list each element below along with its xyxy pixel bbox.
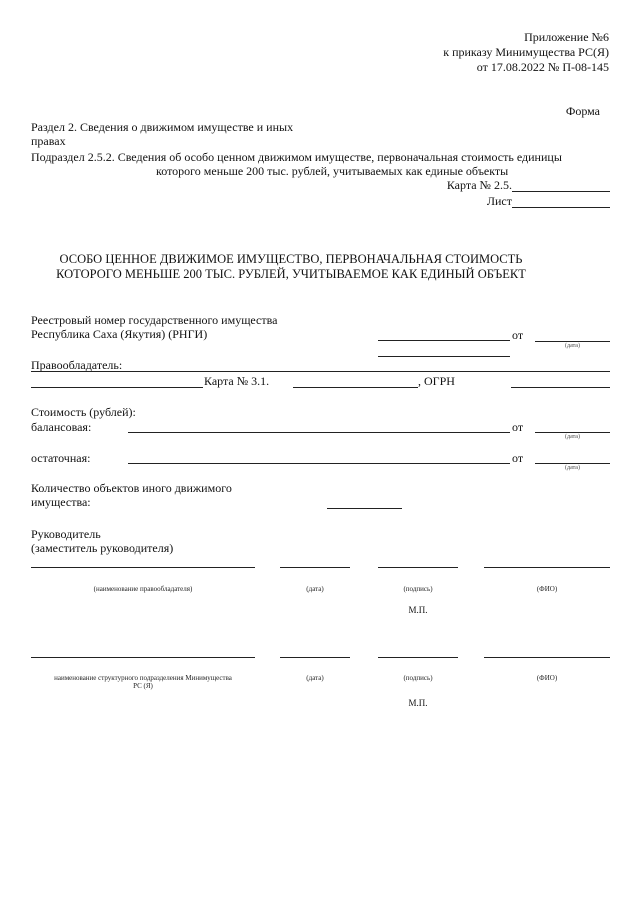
head-label-line2: (заместитель руководителя) [31, 541, 174, 555]
registry-number-field[interactable] [378, 340, 510, 341]
head-label-line1: Руководитель [31, 527, 101, 541]
sign1-name-caption: (наименование правообладателя) [93, 585, 193, 593]
sign1-date-field[interactable] [280, 567, 350, 568]
registry-label-line1: Реестровый номер государственного имущества [31, 313, 278, 327]
registry-from-label: от [512, 328, 524, 342]
sign1-stamp-mark: М.П. [408, 605, 428, 615]
sign2-fio-caption: (ФИО) [536, 674, 558, 682]
form-label: Форма [565, 104, 600, 118]
owner-name-field-2[interactable] [31, 387, 203, 388]
sheet-number-field[interactable] [512, 207, 610, 208]
residual-cost-field[interactable] [128, 463, 510, 464]
sign2-name-caption-line1: наименование структурного подразделения Минимущества [54, 674, 232, 682]
owner-label: Правообладатель: [31, 358, 123, 372]
order-reference: к приказу Минимущества РС(Я) [443, 45, 609, 59]
document-title-line1: ОСОБО ЦЕННОЕ ДВИЖИМОЕ ИМУЩЕСТВО, ПЕРВОНАЧАЛЬНАЯ СТОИМОСТЬ [59, 252, 523, 266]
ogrn-field[interactable] [511, 387, 610, 388]
sign1-signature-caption: (подпись) [403, 585, 433, 593]
owner-card-label: Карта № 3.1. [204, 374, 270, 388]
balance-date-field[interactable] [535, 432, 610, 433]
card-label: Карта № 2.5. [446, 178, 512, 192]
section-title-line1: Раздел 2. Сведения о движимом имуществе и иных [31, 120, 294, 134]
sign1-date-caption: (дата) [306, 585, 324, 593]
owner-card-number-field[interactable] [293, 387, 418, 388]
residual-cost-label: остаточная: [31, 451, 91, 465]
appendix-number: Приложение №6 [524, 30, 609, 44]
cost-label: Стоимость (рублей): [31, 405, 136, 419]
sign2-stamp-mark: М.П. [408, 698, 428, 708]
balance-cost-field[interactable] [128, 432, 510, 433]
quantity-label-line1: Количество объектов иного движимого [31, 481, 232, 495]
sign1-fio-field[interactable] [484, 567, 610, 568]
quantity-label-line2: имущества: [31, 495, 91, 509]
sign2-date-caption: (дата) [306, 674, 324, 682]
sign2-signature-caption: (подпись) [403, 674, 433, 682]
residual-date-field[interactable] [535, 463, 610, 464]
subsection-title-line2: которого меньше 200 тыс. рублей, учитываемых как единые объекты [156, 164, 509, 178]
sign2-signature-field[interactable] [378, 657, 458, 658]
subsection-title-line1: Подраздел 2.5.2. Сведения об особо ценном движимом имуществе, первоначальная стоимость единицы [31, 150, 562, 164]
owner-name-field[interactable] [31, 371, 610, 372]
balance-cost-label: балансовая: [31, 420, 92, 434]
card-number-field[interactable] [512, 191, 610, 192]
registry-date-field[interactable] [535, 341, 610, 342]
sheet-label: Лист [486, 194, 512, 208]
quantity-field[interactable] [327, 508, 402, 509]
registry-label-line2: Республика Саха (Якутия) (РНГИ) [31, 327, 208, 341]
department-name-signature-field[interactable] [31, 657, 255, 658]
balance-from-label: от [512, 420, 524, 434]
sign1-fio-caption: (ФИО) [536, 585, 558, 593]
ogrn-label: , ОГРН [418, 374, 455, 388]
residual-from-label: от [512, 451, 524, 465]
order-date-number: от 17.08.2022 № П-08-145 [476, 60, 609, 74]
registry-number-field-2[interactable] [378, 356, 510, 357]
sign2-date-field[interactable] [280, 657, 350, 658]
section-title-line2: правах [31, 134, 66, 148]
balance-date-caption: (дата) [565, 434, 580, 440]
sign1-signature-field[interactable] [378, 567, 458, 568]
owner-name-signature-field[interactable] [31, 567, 255, 568]
sign2-name-caption-line2: РС (Я) [133, 682, 153, 690]
document-title-line2: КОТОРОГО МЕНЬШЕ 200 ТЫС. РУБЛЕЙ, УЧИТЫВАЕМОЕ КАК ЕДИНЫЙ ОБЪЕКТ [56, 267, 526, 281]
sign2-fio-field[interactable] [484, 657, 610, 658]
registry-date-caption: (дата) [565, 343, 580, 349]
residual-date-caption: (дата) [565, 465, 580, 471]
